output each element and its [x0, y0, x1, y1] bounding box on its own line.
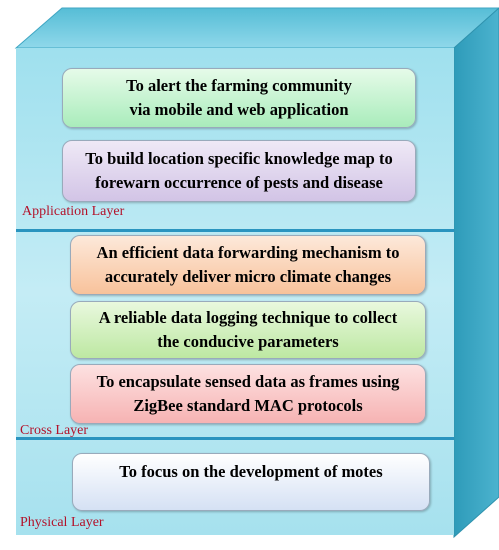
layer-divider: [16, 229, 454, 232]
cross-box-forwarding: An efficient data forwarding mechanism to accurately deliver micro climate changes: [70, 235, 426, 295]
app-box-knowledge-map: To build location specific knowledge map to forewarn occurrence of pests and disease: [62, 140, 416, 202]
cube-top-face: [16, 8, 499, 48]
cross-box-encapsulate: To encapsulate sensed data as frames using ZigBee standard MAC protocols: [70, 364, 426, 424]
application-layer-label: Application Layer: [22, 204, 125, 219]
cross-box-logging: A reliable data logging technique to collect the conducive parameters: [70, 301, 426, 359]
physical-box-motes: To focus on the development of motes: [72, 453, 430, 511]
cube-side-face: [454, 8, 499, 537]
cross-layer-label: Cross Layer: [20, 423, 89, 438]
app-box-alert: To alert the farming community via mobile and web application: [62, 68, 416, 128]
physical-layer-label: Physical Layer: [20, 515, 104, 530]
